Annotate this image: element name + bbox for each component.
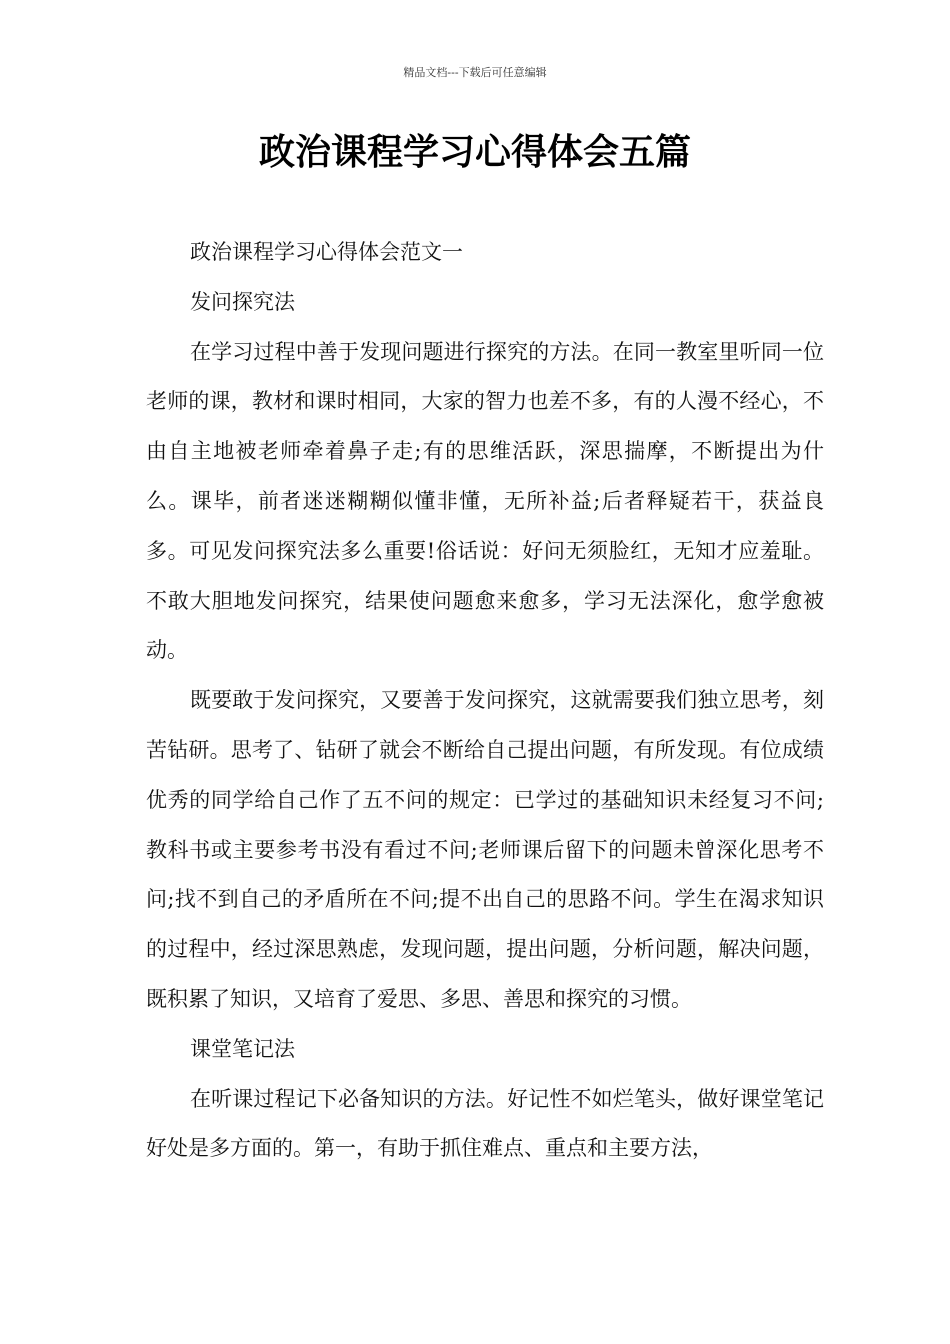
subsection-heading: 课堂笔记法: [190, 1036, 295, 1061]
document-title: 政治课程学习心得体会五篇: [258, 132, 691, 173]
header-note: 精品文档---下载后可任意编辑: [403, 66, 547, 79]
paragraph: 在听课过程记下必备知识的方法。好记性不如烂笔头，做好课堂笔记好处是多方面的。第一，有助于抓住难点、重点和主要方法，: [146, 1086, 824, 1161]
paragraph: 在学习过程中善于发现问题进行探究的方法。在同一教室里听同一位老师的课，教材和课时相同，大家的智力也差不多，有的人漫不经心，不由自主地被老师牵着鼻子走;有的思维活跃，深思揣摩，不断提出为什么。课毕，前者迷迷糊糊似懂非懂，无所补益;后者释疑若干，获益良多。可见发问探究法多么重要!俗话说：好问无须脸红，无知才应羞耻。不敢大胆地发问探究，结果使问题愈来愈多，学习无法深化，愈学愈被动。: [146, 339, 824, 663]
section-heading: 政治课程学习心得体会范文一: [190, 240, 463, 264]
subsection-heading: 发问探究法: [190, 289, 295, 314]
paragraph: 既要敢于发问探究，又要善于发问探究，这就需要我们独立思考，刻苦钻研。思考了、钻研了就会不断给自己提出问题，有所发现。有位成绩优秀的同学给自己作了五不问的规定：已学过的基础知识未经复习不问;教科书或主要参考书没有看过不问;老师课后留下的问题未曾深化思考不问;找不到自己的矛盾所在不问;提不出自己的思路不问。学生在渴求知识的过程中，经过深思熟虑，发现问题，提出问题，分析问题，解决问题，既积累了知识，又培育了爱思、多思、善思和探究的习惯。: [146, 688, 824, 1011]
document-body: [146, 228, 824, 1174]
